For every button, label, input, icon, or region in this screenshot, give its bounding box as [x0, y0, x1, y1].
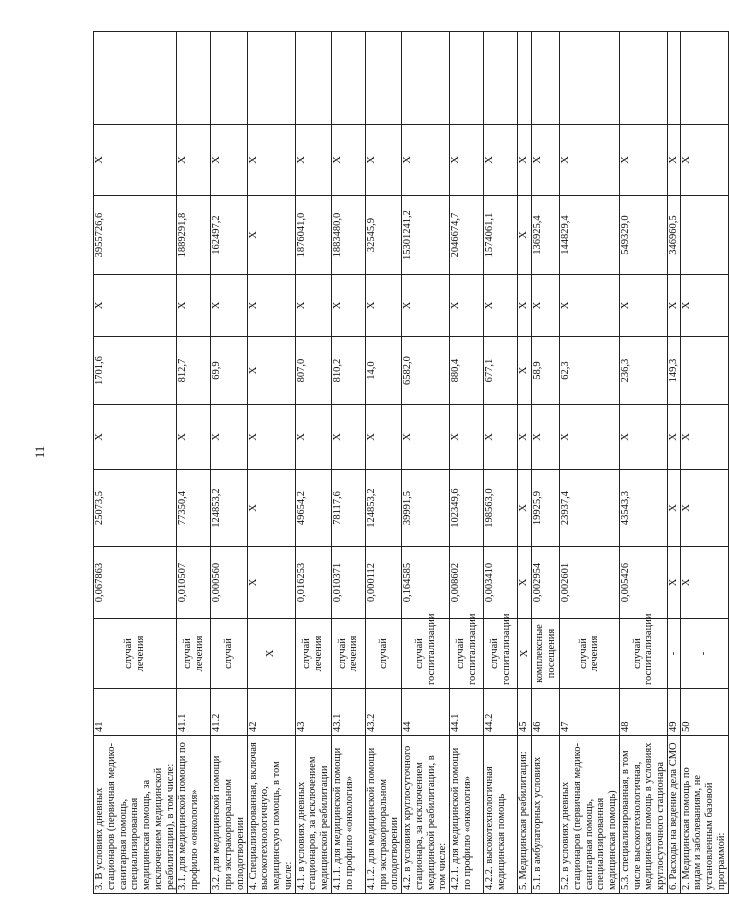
- norm-value: X: [667, 547, 680, 619]
- row-name: 5.1. в амбулаторных условиях: [532, 736, 560, 894]
- row-name: 5.2. в условиях дневных стационаров (первичная медико-санитарная помощь, специализированная медицинская помощь): [560, 736, 620, 894]
- table-row: [177, 32, 211, 894]
- col-x-1: X: [295, 405, 331, 470]
- empty-cell: [518, 32, 532, 125]
- unit: случай: [211, 619, 247, 689]
- line-number: 41.2: [211, 689, 247, 736]
- unit: -: [667, 619, 680, 689]
- empty-cell: [680, 32, 728, 125]
- col-x-3: X: [619, 125, 667, 196]
- table-body: [94, 32, 729, 894]
- row-name: 4.1.1. для медицинской помощи по профилю «онкология»: [331, 736, 365, 894]
- col-x-2: X: [402, 275, 450, 337]
- col-x-1: X: [402, 405, 450, 470]
- col-x-3: X: [331, 125, 365, 196]
- table-row: [667, 32, 680, 894]
- col-x-2: X: [177, 275, 211, 337]
- col-x-2: X: [295, 275, 331, 337]
- empty-cell: [94, 32, 177, 125]
- cost-value: 77350,4: [177, 470, 211, 547]
- col-x-1: X: [247, 405, 295, 470]
- table-row: [247, 32, 295, 894]
- col-x-3: X: [247, 125, 295, 196]
- empty-cell: [450, 32, 484, 125]
- sum-value: 58,9: [532, 337, 560, 405]
- total-value: 3955726,6: [94, 196, 177, 275]
- norm-value: X: [247, 547, 295, 619]
- table-row: [484, 32, 518, 894]
- norm-value: 0,002601: [560, 547, 620, 619]
- unit: случай лечения: [94, 619, 177, 689]
- sum-value: 880,4: [450, 337, 484, 405]
- empty-cell: [484, 32, 518, 125]
- total-value: 549329,0: [619, 196, 667, 275]
- cost-value: 198563,0: [484, 470, 518, 547]
- col-x-3: X: [667, 125, 680, 196]
- cost-value: 25073,5: [94, 470, 177, 547]
- unit: случай лечения: [177, 619, 211, 689]
- cost-value: X: [518, 470, 532, 547]
- cost-value: 23937,4: [560, 470, 620, 547]
- norm-value: 0,000560: [211, 547, 247, 619]
- unit: случай лечения: [295, 619, 331, 689]
- line-number: 43.1: [331, 689, 365, 736]
- empty-cell: [667, 32, 680, 125]
- sum-value: 812,7: [177, 337, 211, 405]
- col-x-3: X: [365, 125, 401, 196]
- sum-value: 6582,0: [402, 337, 450, 405]
- unit: случай госпитализации: [484, 619, 518, 689]
- line-number: 42: [247, 689, 295, 736]
- unit: X: [518, 619, 532, 689]
- norm-value: 0,002954: [532, 547, 560, 619]
- line-number: 41: [94, 689, 177, 736]
- line-number: 43.2: [365, 689, 401, 736]
- col-x-1: X: [484, 405, 518, 470]
- col-x-1: X: [94, 405, 177, 470]
- rotated-table-container: [93, 32, 727, 894]
- unit: случай лечения: [331, 619, 365, 689]
- unit: X: [247, 619, 295, 689]
- col-x-1: X: [365, 405, 401, 470]
- sum-value: [680, 337, 728, 405]
- col-x-2: X: [619, 275, 667, 337]
- row-name: 4.2.2. высокотехнологичная медицинская помощь: [484, 736, 518, 894]
- col-x-2: X: [450, 275, 484, 337]
- line-number: 43: [295, 689, 331, 736]
- cost-value: X: [247, 470, 295, 547]
- col-x-2: X: [247, 275, 295, 337]
- line-number: 41.1: [177, 689, 211, 736]
- col-x-1: X: [680, 405, 728, 470]
- cost-value: 49654,2: [295, 470, 331, 547]
- row-name: 4.1. в условиях дневных стационаров, за исключением медицинской реабилитации: [295, 736, 331, 894]
- cost-value: 43543,3: [619, 470, 667, 547]
- row-name: 4.1.2. для медицинской помощи при экстракорпоральном оплодотворении: [365, 736, 401, 894]
- norm-value: 0,005426: [619, 547, 667, 619]
- sum-value: 810,2: [331, 337, 365, 405]
- empty-cell: [532, 32, 560, 125]
- cost-value: 19925,9: [532, 470, 560, 547]
- col-x-1: X: [560, 405, 620, 470]
- col-x-3: X: [94, 125, 177, 196]
- unit: случай госпитализации: [450, 619, 484, 689]
- unit: случай лечения: [560, 619, 620, 689]
- col-x-3: X: [402, 125, 450, 196]
- total-value: X: [247, 196, 295, 275]
- sum-value: 677,1: [484, 337, 518, 405]
- row-name: 3.1. для медицинской помощи по профилю «онкология»: [177, 736, 211, 894]
- col-x-3: X: [450, 125, 484, 196]
- norm-value: 0,000112: [365, 547, 401, 619]
- table-row: [532, 32, 560, 894]
- col-x-2: X: [680, 275, 728, 337]
- cost-value: 124853,2: [365, 470, 401, 547]
- sum-value: X: [518, 337, 532, 405]
- col-x-2: X: [484, 275, 518, 337]
- sum-value: X: [247, 337, 295, 405]
- cost-value: 39991,5: [402, 470, 450, 547]
- empty-cell: [247, 32, 295, 125]
- cost-value: 102349,6: [450, 470, 484, 547]
- table-row: [402, 32, 450, 894]
- total-value: 136925,4: [532, 196, 560, 275]
- col-x-1: X: [518, 405, 532, 470]
- col-x-2: X: [518, 275, 532, 337]
- col-x-1: X: [211, 405, 247, 470]
- table-row: [94, 32, 177, 894]
- sum-value: 807,0: [295, 337, 331, 405]
- sum-value: 1701,6: [94, 337, 177, 405]
- unit: случай: [365, 619, 401, 689]
- total-value: 32545,9: [365, 196, 401, 275]
- row-name: 4. Специализированная, включая высокотехнологичную, медицинскую помощь, в том числе:: [247, 736, 295, 894]
- row-name: 5.3. специализированная, в том числе высокотехнологичная, медицинская помощь в условиях круглосуточного стационара: [619, 736, 667, 894]
- norm-value: 0,067863: [94, 547, 177, 619]
- norm-value: X: [518, 547, 532, 619]
- line-number: 46: [532, 689, 560, 736]
- total-value: 15301241,2: [402, 196, 450, 275]
- line-number: 49: [667, 689, 680, 736]
- unit: -: [680, 619, 728, 689]
- table-row: [211, 32, 247, 894]
- line-number: 44: [402, 689, 450, 736]
- col-x-3: X: [680, 125, 728, 196]
- table-row: [295, 32, 331, 894]
- col-x-3: X: [177, 125, 211, 196]
- row-name: 2. Медицинская помощь по видам и заболеваниям, не установленным базовой программой:: [680, 736, 728, 894]
- col-x-1: X: [177, 405, 211, 470]
- table-row: [560, 32, 620, 894]
- empty-cell: [295, 32, 331, 125]
- line-number: 44.2: [484, 689, 518, 736]
- unit: случай госпитализации: [402, 619, 450, 689]
- row-name: 4.2. в условиях круглосуточного стационара, за исключением медицинской реабилитации, в том числе:: [402, 736, 450, 894]
- col-x-2: X: [667, 275, 680, 337]
- sum-value: 62,3: [560, 337, 620, 405]
- empty-cell: [402, 32, 450, 125]
- col-x-1: X: [619, 405, 667, 470]
- norm-value: 0,016253: [295, 547, 331, 619]
- line-number: 47: [560, 689, 620, 736]
- empty-cell: [211, 32, 247, 125]
- total-value: 1876041,0: [295, 196, 331, 275]
- data-table: [93, 31, 729, 894]
- norm-value: 0,010507: [177, 547, 211, 619]
- total-value: 346960,5: [667, 196, 680, 275]
- col-x-2: X: [532, 275, 560, 337]
- col-x-3: X: [518, 125, 532, 196]
- total-value: 1574061,1: [484, 196, 518, 275]
- table-row: [518, 32, 532, 894]
- sum-value: 149,3: [667, 337, 680, 405]
- col-x-3: X: [532, 125, 560, 196]
- col-x-2: X: [331, 275, 365, 337]
- col-x-1: X: [532, 405, 560, 470]
- total-value: X: [518, 196, 532, 275]
- total-value: 144829,4: [560, 196, 620, 275]
- col-x-1: X: [450, 405, 484, 470]
- col-x-1: X: [331, 405, 365, 470]
- line-number: 50: [680, 689, 728, 736]
- norm-value: 0,008602: [450, 547, 484, 619]
- line-number: 48: [619, 689, 667, 736]
- col-x-1: X: [667, 405, 680, 470]
- table-row: [365, 32, 401, 894]
- total-value: 162497,2: [211, 196, 247, 275]
- sum-value: 14,0: [365, 337, 401, 405]
- col-x-3: X: [295, 125, 331, 196]
- total-value: 1883480,0: [331, 196, 365, 275]
- empty-cell: [177, 32, 211, 125]
- col-x-2: X: [211, 275, 247, 337]
- sum-value: 236,3: [619, 337, 667, 405]
- cost-value: X: [667, 470, 680, 547]
- col-x-3: X: [211, 125, 247, 196]
- total-value: 1889291,8: [177, 196, 211, 275]
- table-row: [331, 32, 365, 894]
- sum-value: 69,9: [211, 337, 247, 405]
- empty-cell: [560, 32, 620, 125]
- table-row: [450, 32, 484, 894]
- col-x-2: X: [560, 275, 620, 337]
- page-number: 11: [32, 445, 47, 459]
- table-row: [619, 32, 667, 894]
- table-row: [680, 32, 728, 894]
- cost-value: 78117,6: [331, 470, 365, 547]
- empty-cell: [331, 32, 365, 125]
- row-name: 3. В условиях дневных стационаров (первичная медико-санитарная помощь, специализированная медицинская помощь, за исключением медицинской реабилитации), в том числе:: [94, 736, 177, 894]
- row-name: 4.2.1. для медицинской помощи по профилю «онкология»: [450, 736, 484, 894]
- cost-value: 124853,2: [211, 470, 247, 547]
- col-x-3: X: [484, 125, 518, 196]
- col-x-2: X: [94, 275, 177, 337]
- norm-value: X: [680, 547, 728, 619]
- row-name: 5. Медицинская реабилитация:: [518, 736, 532, 894]
- unit: случай госпитализации: [619, 619, 667, 689]
- line-number: 44.1: [450, 689, 484, 736]
- col-x-3: X: [560, 125, 620, 196]
- total-value: [680, 196, 728, 275]
- empty-cell: [365, 32, 401, 125]
- total-value: 2046674,7: [450, 196, 484, 275]
- line-number: 45: [518, 689, 532, 736]
- empty-cell: [619, 32, 667, 125]
- cost-value: X: [680, 470, 728, 547]
- row-name: 3.2. для медицинской помощи при экстракорпоральном оплодотворении: [211, 736, 247, 894]
- norm-value: 0,164585: [402, 547, 450, 619]
- norm-value: 0,003410: [484, 547, 518, 619]
- col-x-2: X: [365, 275, 401, 337]
- row-name: 6. Расходы на ведение дела СМО: [667, 736, 680, 894]
- unit: комплексные посещения: [532, 619, 560, 689]
- norm-value: 0,010371: [331, 547, 365, 619]
